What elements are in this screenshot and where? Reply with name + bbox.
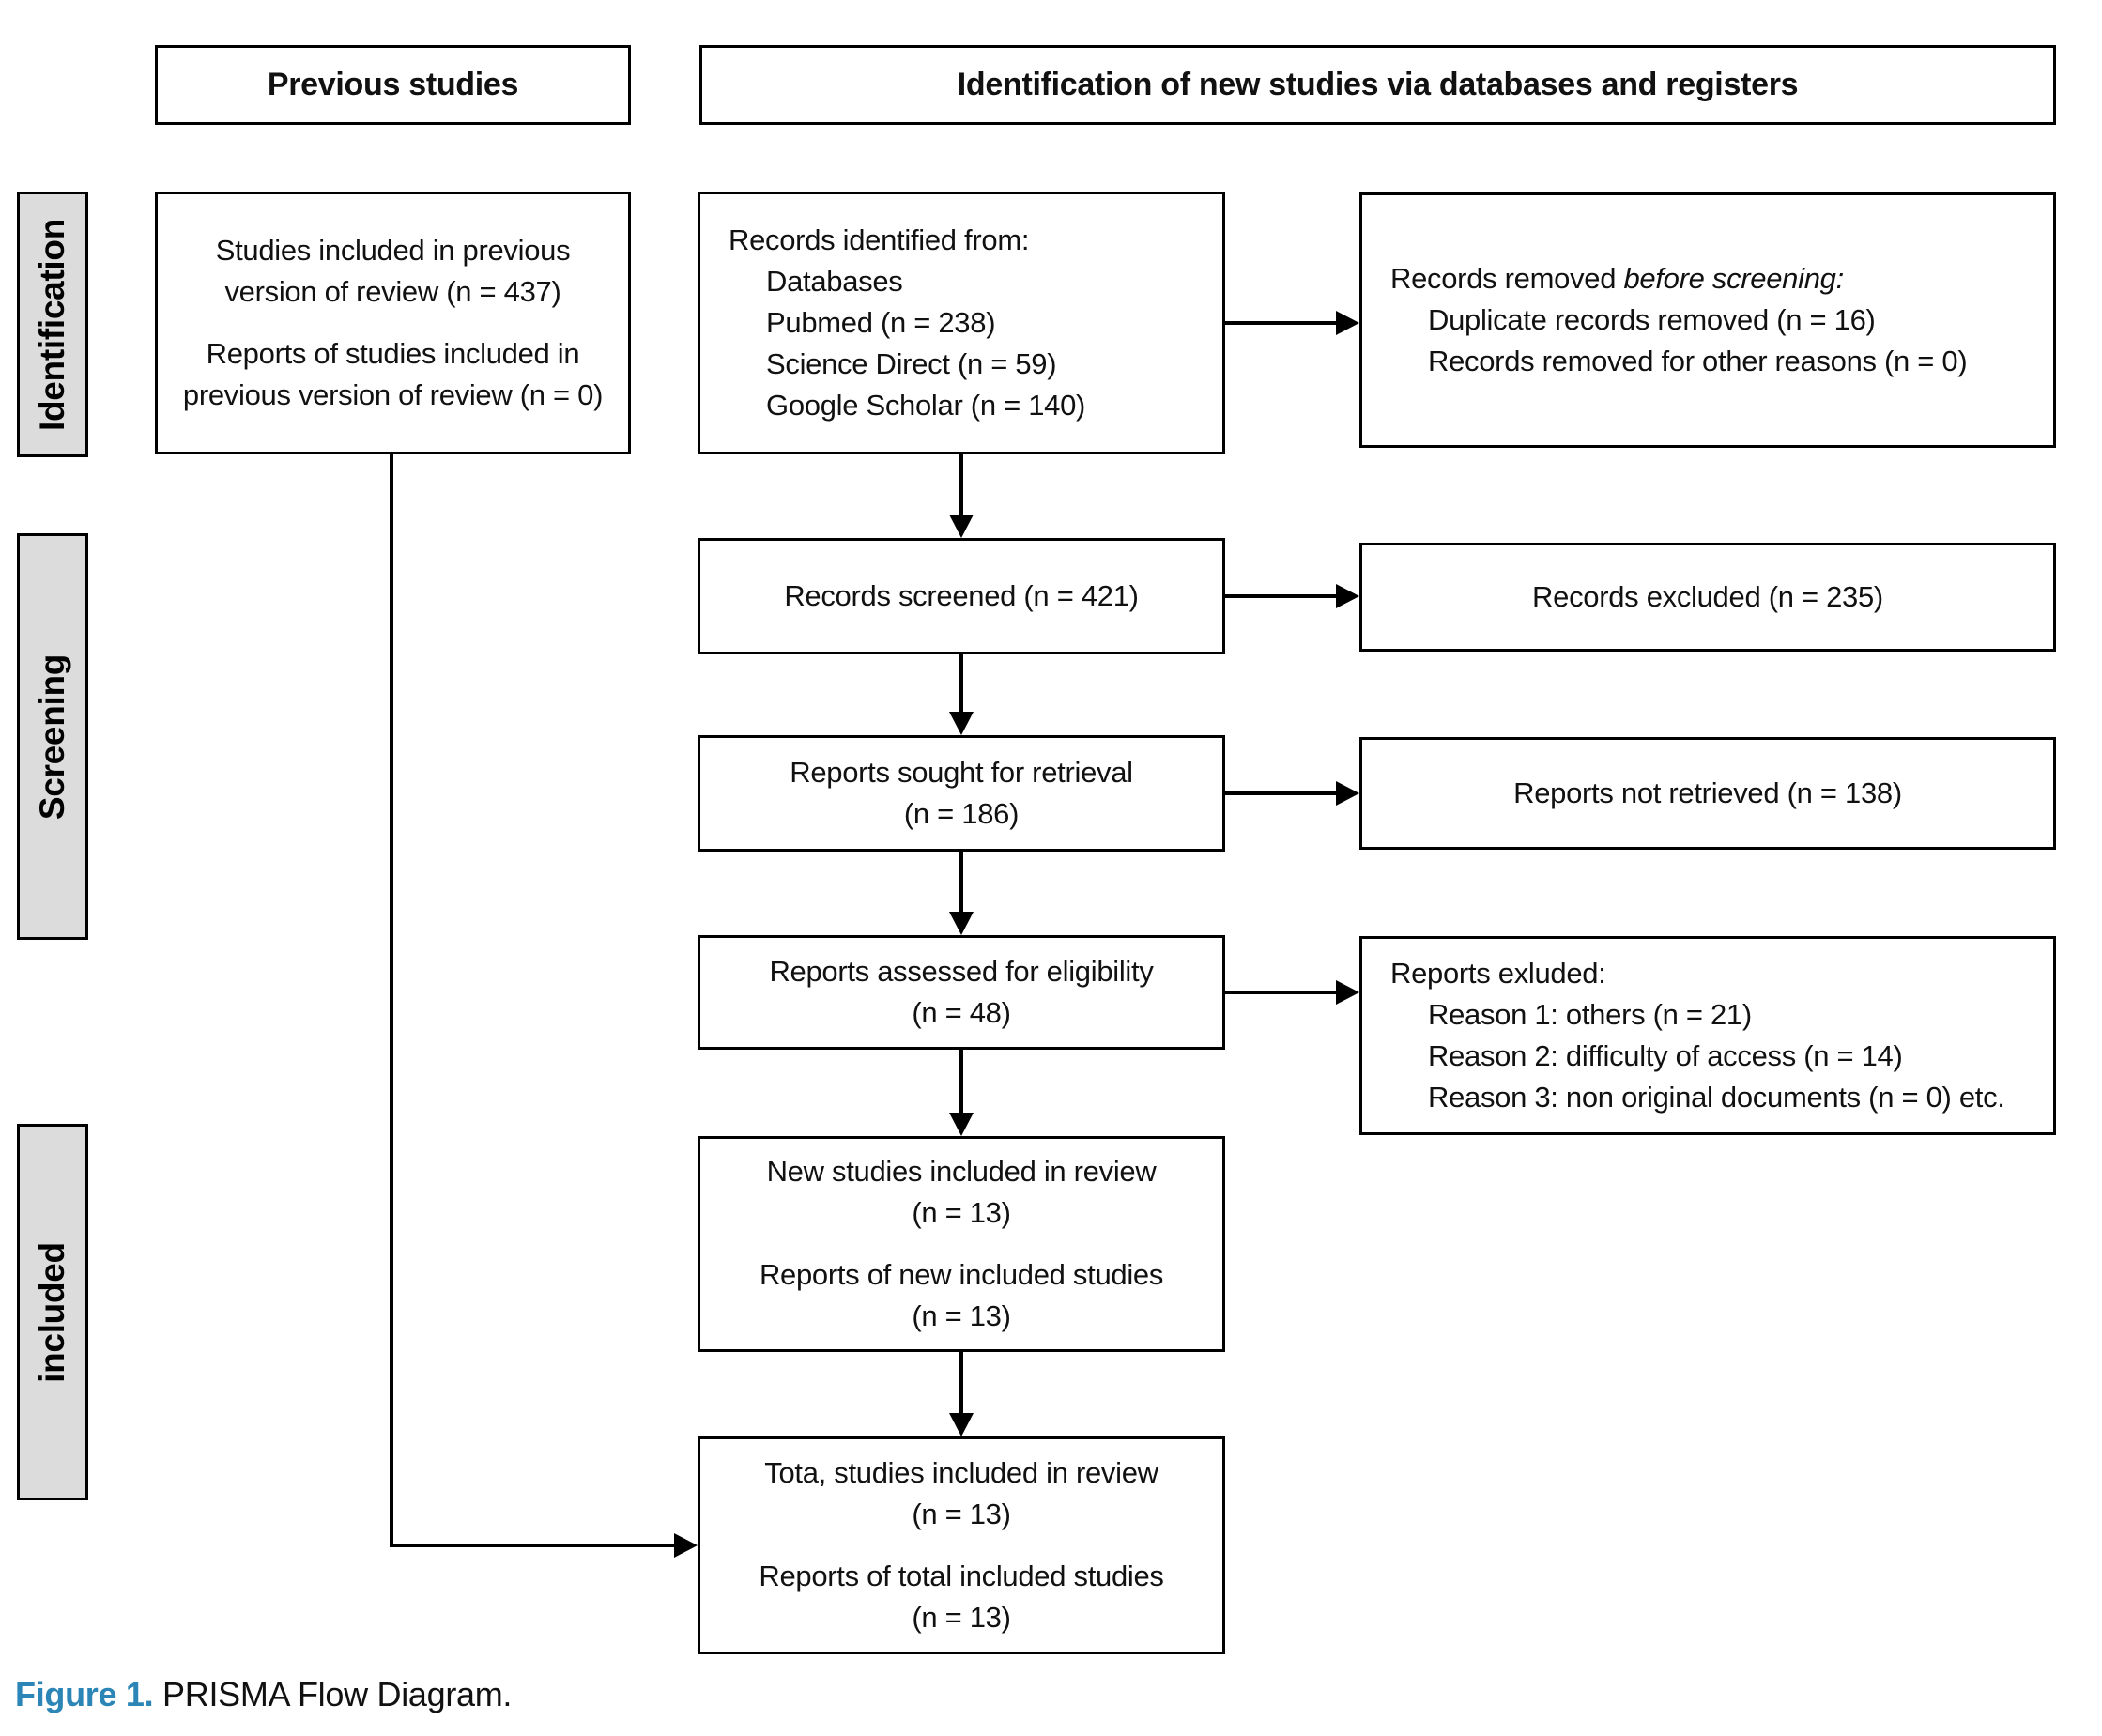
arrow-assessed-to-newstudies-head-icon: [949, 1113, 974, 1136]
arrow-newstudies-to-total-head-icon: [949, 1413, 974, 1436]
arrow-assessed-to-excluded-line: [1225, 991, 1340, 994]
box-text-line: Reports of total included studies: [759, 1559, 1164, 1592]
box-text-line: Reason 2: difficulty of access (n = 14): [1428, 1039, 1903, 1072]
box-text-line: (n = 48): [912, 996, 1011, 1029]
box-text-line: Tota, studies included in review: [764, 1456, 1158, 1489]
arrow-sought-to-assessed-line: [959, 852, 963, 913]
box-text-line: Reports sought for retrieval: [790, 756, 1133, 789]
box-text-line: New studies included in review: [766, 1155, 1157, 1188]
header-previous-studies-label: Previous studies: [267, 67, 519, 102]
box-text-line: (n = 13): [912, 1498, 1011, 1530]
records-removed-italic: before screening:: [1623, 262, 1844, 295]
box-text-line: Duplicate records removed (n = 16): [1428, 303, 1876, 336]
connector-previous-to-total-hline: [390, 1544, 676, 1547]
box-text-line: Databases: [766, 265, 903, 298]
box-text-line: (n = 13): [912, 1299, 1011, 1332]
box-previous-studies-included: [155, 192, 631, 454]
connector-previous-to-total-head-icon: [674, 1533, 698, 1558]
box-records-excluded: [1359, 543, 2056, 652]
arrow-identified-to-screened-head-icon: [949, 515, 974, 538]
box-text-line: [1390, 258, 1844, 300]
box-total-studies-included: [698, 1436, 1225, 1654]
box-text-line: Reports assessed for eligibility: [769, 955, 1154, 988]
box-text-line: (n = 13): [912, 1601, 1011, 1634]
sidebar-identification-label: Identification: [33, 218, 71, 431]
header-identification-new-studies-label: Identification of new studies via databases and registers: [957, 67, 1799, 102]
arrow-sought-to-notretrieved-head-icon: [1336, 781, 1359, 806]
box-new-studies-included: [698, 1136, 1225, 1352]
arrow-identified-to-removed-head-icon: [1336, 311, 1359, 335]
box-text-line: Records removed for other reasons (n = 0): [1428, 345, 1968, 377]
box-text-line: (n = 13): [912, 1196, 1011, 1229]
arrow-sought-to-notretrieved-line: [1225, 791, 1340, 795]
box-text-line: Reason 3: non original documents (n = 0) etc.: [1428, 1081, 2005, 1114]
sidebar-included-stage: [17, 1124, 88, 1500]
sidebar-screening-label: Screening: [33, 653, 72, 820]
box-records-screened: [698, 538, 1225, 654]
box-text-line: (n = 186): [903, 797, 1020, 830]
box-text-line: Reason 1: others (n = 21): [1428, 998, 1752, 1031]
box-text-line: Pubmed (n = 238): [766, 306, 996, 339]
arrow-sought-to-assessed-head-icon: [949, 912, 974, 935]
arrow-identified-to-screened-line: [959, 454, 963, 516]
box-text-line: Reports exluded:: [1390, 957, 1606, 990]
records-removed-prefix: Records removed: [1390, 262, 1624, 295]
connector-previous-to-total-vline: [390, 454, 393, 1547]
figure-caption-label: Figure 1.: [15, 1675, 154, 1713]
sidebar-included-label: included: [33, 1241, 72, 1383]
box-text-line: Records excluded (n = 235): [1532, 580, 1883, 613]
arrow-screened-to-sought-head-icon: [949, 712, 974, 735]
box-text-line: Records screened (n = 421): [784, 579, 1139, 612]
box-text-line: Reports not retrieved (n = 138): [1513, 776, 1902, 809]
box-text-line: Reports of studies included in previous version of review (n = 0): [182, 337, 604, 411]
box-text-line: Reports of new included studies: [759, 1258, 1164, 1291]
arrow-newstudies-to-total-line: [959, 1352, 963, 1414]
box-text-line: Science Direct (n = 59): [766, 347, 1057, 380]
figure-caption: [15, 1675, 512, 1714]
box-records-removed: [1359, 192, 2056, 448]
box-reports-excluded: [1359, 936, 2056, 1135]
arrow-screened-to-sought-line: [959, 654, 963, 713]
box-records-identified: [698, 192, 1225, 454]
sidebar-screening-stage: [17, 533, 88, 940]
box-reports-assessed: [698, 935, 1225, 1050]
sidebar-identification-stage: [17, 192, 88, 457]
box-reports-sought: [698, 735, 1225, 852]
box-text-line: Records identified from:: [729, 223, 1030, 256]
arrow-assessed-to-newstudies-line: [959, 1050, 963, 1114]
arrow-screened-to-excluded-line: [1225, 594, 1340, 598]
arrow-identified-to-removed-line: [1225, 321, 1340, 325]
figure-caption-text: PRISMA Flow Diagram.: [153, 1675, 513, 1713]
header-identification-new-studies: [699, 45, 2056, 125]
box-text-line: Studies included in previous version of review (n = 437): [215, 234, 571, 308]
box-reports-not-retrieved: [1359, 737, 2056, 850]
box-text-line: Google Scholar (n = 140): [766, 389, 1086, 422]
arrow-screened-to-excluded-head-icon: [1336, 584, 1359, 608]
header-previous-studies: [155, 45, 631, 125]
arrow-assessed-to-excluded-head-icon: [1336, 980, 1359, 1005]
